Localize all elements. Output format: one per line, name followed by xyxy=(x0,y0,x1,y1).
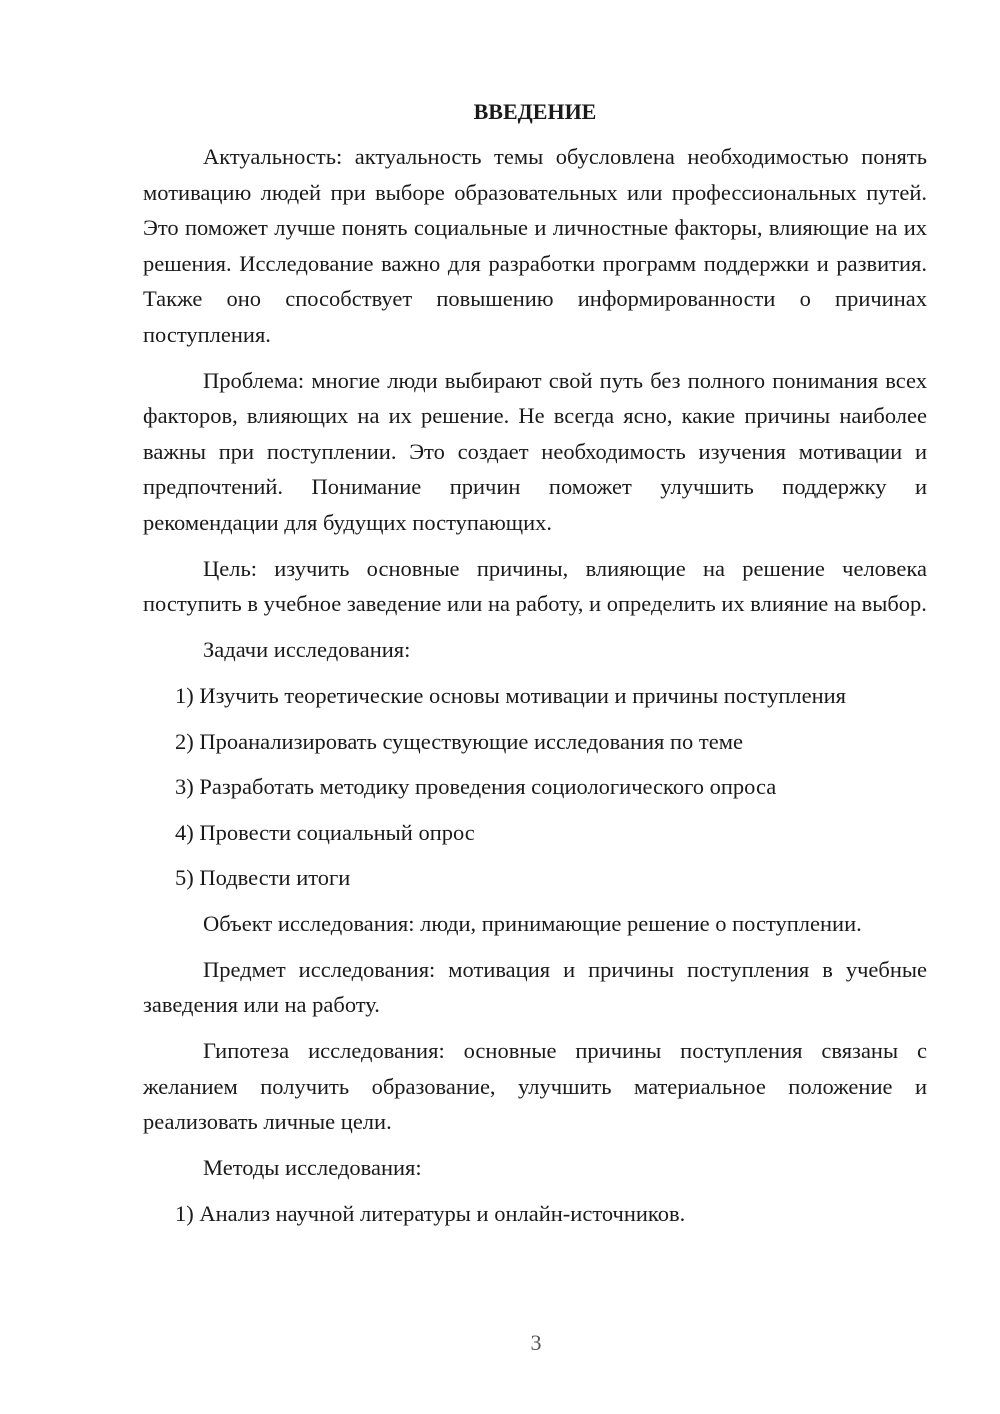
goal-paragraph: Цель: изучить основные причины, влияющие на решение человека поступить в учебное заведение или на работу, и определить их влияние на выбор. xyxy=(143,555,927,616)
hypothesis-paragraph: Гипотеза исследования: основные причины поступления связаны с желанием получить образование, улучшить материальное положение и реализовать личные цели. xyxy=(143,1038,927,1134)
list-item-task-5: 5) Подвести итоги xyxy=(175,865,351,890)
list-item-task-1: 1) Изучить теоретические основы мотивации и причины поступления xyxy=(175,683,847,708)
relevance-paragraph: Актуальность: актуальность темы обусловлена необходимостью понять мотивацию людей при выборе образовательных или профессиональных путей. Это поможет лучше понять социальные и личностные факторы, влияющие на их решения. Исследование важно для разработки программ поддержки и развития. Также оно способствует повышению информированности о причинах поступления. xyxy=(143,144,927,347)
page-number: 3 xyxy=(530,1330,542,1355)
subject-paragraph: Предмет исследования: мотивация и причины поступления в учебные заведения или на работу. xyxy=(143,956,927,1017)
tasks-list xyxy=(143,678,927,896)
list-item-task-4: 4) Провести социальный опрос xyxy=(175,819,475,845)
methods-list xyxy=(143,1196,927,1232)
tasks-heading: Задачи исследования: xyxy=(203,637,411,662)
page-title: ВВЕДЕНИЕ xyxy=(473,99,597,124)
list-item-task-3: 3) Разработать методику проведения социологического опроса xyxy=(175,774,777,799)
list-item-task-2: 2) Проанализировать существующие исследования по теме xyxy=(175,728,743,754)
methods-heading: Методы исследования: xyxy=(203,1155,422,1180)
list-item-method-1: 1) Анализ научной литературы и онлайн-источников. xyxy=(175,1201,686,1226)
document-body xyxy=(143,94,927,1242)
problem-paragraph: Проблема: многие люди выбирают свой путь без полного понимания всех факторов, влияющих на их решение. Не всегда ясно, какие причины наиболее важны при поступлении. Это создает необходимость изучения мотивации и предпочтений. Понимание причин поможет улучшить поддержку и рекомендации для будущих поступающих. xyxy=(143,367,927,535)
object-paragraph: Объект исследования: люди, принимающие решение о поступлении. xyxy=(203,910,862,936)
